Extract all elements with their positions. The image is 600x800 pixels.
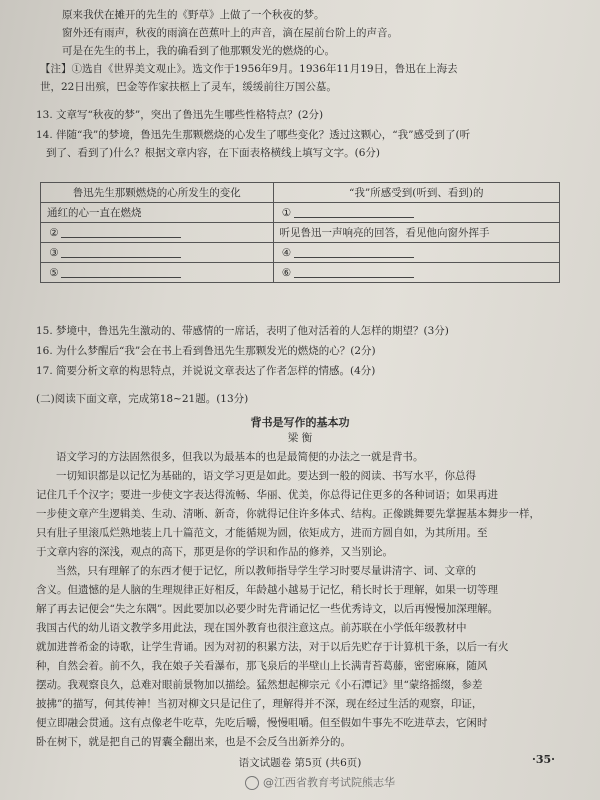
article-line: 解了再去记便会“失之东隅”。因此要加以必要少时先背诵记忆一些优秀诗文，以后再慢慢加深理解。	[36, 603, 499, 615]
question-17: 17. 简要分析文章的构思特点，并说说文章表达了作者怎样的情感。(4分)	[36, 365, 376, 377]
passage-line: 窗外还有雨声，秋夜的雨滴在芭蕉叶上的声音，滴在屋前台阶上的声音。	[62, 27, 398, 39]
article-line: 当然，只有理解了的东西才便于记忆，所以教师指导学生学习时要尽量讲清字、词、文章的	[56, 565, 476, 577]
page-footer: 语文试题卷 第5页 (共6页)	[238, 757, 362, 769]
article-line: 披拂”的描写，何其传神！当初对柳文只是记住了，理解得并不深，现在经过生活的观察，印证，	[36, 698, 483, 710]
table-cell	[41, 223, 274, 243]
weibo-icon	[245, 776, 259, 790]
article-line: 摆动。我观察良久，总难对眼前景物加以描绘。猛然想起柳宗元《小石潭记》里“蒙络摇缀，参差	[36, 679, 483, 691]
question-15: 15. 梦境中，鲁迅先生激动的、带感情的一席话，表明了他对活着的人怎样的期望？(3分)	[36, 325, 449, 337]
answer-blank[interactable]	[294, 247, 414, 258]
answer-blank[interactable]	[61, 227, 181, 238]
table-cell	[41, 203, 274, 223]
section-heading: (二)阅读下面文章，完成第18~21题。(13分)	[36, 393, 249, 405]
article-line: 含义。但遗憾的是人脑的生理规律正好相反，年龄越小越易于记忆，稍长时长于理解，如果一切等理	[36, 584, 498, 596]
blank-number: ③	[49, 246, 59, 259]
passage-line: 可是在先生的书上，我的确看到了他那颗发光的燃烧的心。	[62, 45, 335, 57]
answer-blank[interactable]	[61, 267, 181, 278]
answer-blank[interactable]	[61, 247, 181, 258]
table-cell	[273, 223, 559, 243]
question-14: 14. 伴随“我”的梦境，鲁迅先生那颗燃烧的心发生了哪些变化？透过这颗心，“我”感受到了(听	[36, 129, 471, 141]
article-line: 卧在树下，就是把自己的胃囊全翻出来，也是不会反刍出新养分的。	[36, 736, 351, 748]
answer-table	[40, 182, 560, 283]
question-14-cont: 到了、看到了)什么？根据文章内容，在下面表格横线上填写文字。(6分)	[46, 147, 380, 159]
blank-number: ⑤	[49, 266, 59, 279]
table-header-row	[41, 183, 560, 203]
blank-number: ①	[281, 206, 292, 219]
article-line: 只有肚子里滚瓜烂熟地装上几十篇范文，才能循规为圆，依矩成方，进而方圆自如，为其所用。至	[36, 527, 488, 539]
page-number-mark: ·35·	[532, 753, 555, 766]
cell-text: 通红的心一直在燃烧	[47, 207, 142, 219]
article-title: 背书是写作的基本功	[250, 416, 350, 429]
table-header-left: 鲁迅先生那颗燃烧的心所发生的变化	[41, 183, 274, 203]
table-row	[41, 243, 560, 263]
table-cell	[273, 263, 559, 283]
question-16: 16. 为什么梦醒后“我”会在书上看到鲁迅先生那颗发光的燃烧的心？(2分)	[36, 345, 376, 357]
table-header-right: “我”所感受到(听到、看到)的	[273, 183, 559, 203]
article-line: 一切知识都是以记忆为基础的，语文学习更是如此。要达到一般的阅读、书写水平，你总得	[56, 470, 476, 482]
note-line: 【注】①选自《世界美文观止》。选文作于1956年9月。1936年11月19日，鲁迅在上海去	[40, 63, 458, 75]
watermark	[245, 774, 395, 790]
article-line: 便立即融会贯通。这有点像老牛吃草，先吃后嚼，慢慢咀嚼。但至假如牛事先不吃进草去，它闲时	[36, 717, 488, 729]
question-13: 13. 文章写“秋夜的梦”，突出了鲁迅先生哪些性格特点？(2分)	[36, 109, 324, 121]
table-cell	[41, 243, 274, 263]
article-line: 语文学习的方法固然很多，但我以为最基本的也是最简便的办法之一就是背书。	[56, 451, 424, 463]
table-row	[41, 203, 560, 223]
table-row	[41, 223, 560, 243]
answer-blank[interactable]	[294, 207, 414, 218]
table-cell	[273, 243, 559, 263]
article-line: 就加进普希金的诗歌，让学生背诵。因为对初的积累方法，对于以后先贮存于计算机干条，以后一有火	[36, 641, 509, 653]
table-row	[41, 263, 560, 283]
passage-line: 原来我伏在摊开的先生的《野草》上做了一个秋夜的梦。	[62, 9, 325, 21]
article-line: 种，自然会着。前不久，我在娘子关看瀑布，那飞泉后的半壁山上长满青苔葛藤，密密麻麻，随风	[36, 660, 488, 672]
table-cell	[273, 203, 559, 223]
article-line: 我国古代的幼儿语文教学多用此法，现在国外教育也很注意这点。前苏联在小学低年级教材中	[36, 622, 467, 634]
watermark-text: @江西省教育考试院熊志华	[263, 776, 395, 789]
blank-number: ④	[281, 246, 292, 259]
blank-number: ⑥	[281, 266, 292, 279]
cell-text: 听见鲁迅一声响亮的回答，看见他向窗外挥手	[279, 227, 490, 239]
article-line: 一步使文章产生逻辑美、生动、清晰、新奇，你就得记住许多体式、结构。正像跳舞要先掌握基本舞步一样，	[36, 508, 540, 520]
note-line: 世，22日出殡，巴金等作家扶柩上了灵车，缓缓前往万国公墓。	[40, 81, 337, 93]
answer-blank[interactable]	[294, 267, 414, 278]
article-line: 于文章内容的深浅，观点的高下，那更是你的学识和作品的修养，又当别论。	[36, 546, 393, 558]
article-author: 梁 衡	[287, 432, 313, 444]
article-line: 记住几千个汉字；要进一步使文字表达得流畅、华丽、优美，你总得记住更多的各种词语；如果再进	[36, 489, 498, 501]
blank-number: ②	[49, 226, 59, 239]
table-cell	[41, 263, 274, 283]
